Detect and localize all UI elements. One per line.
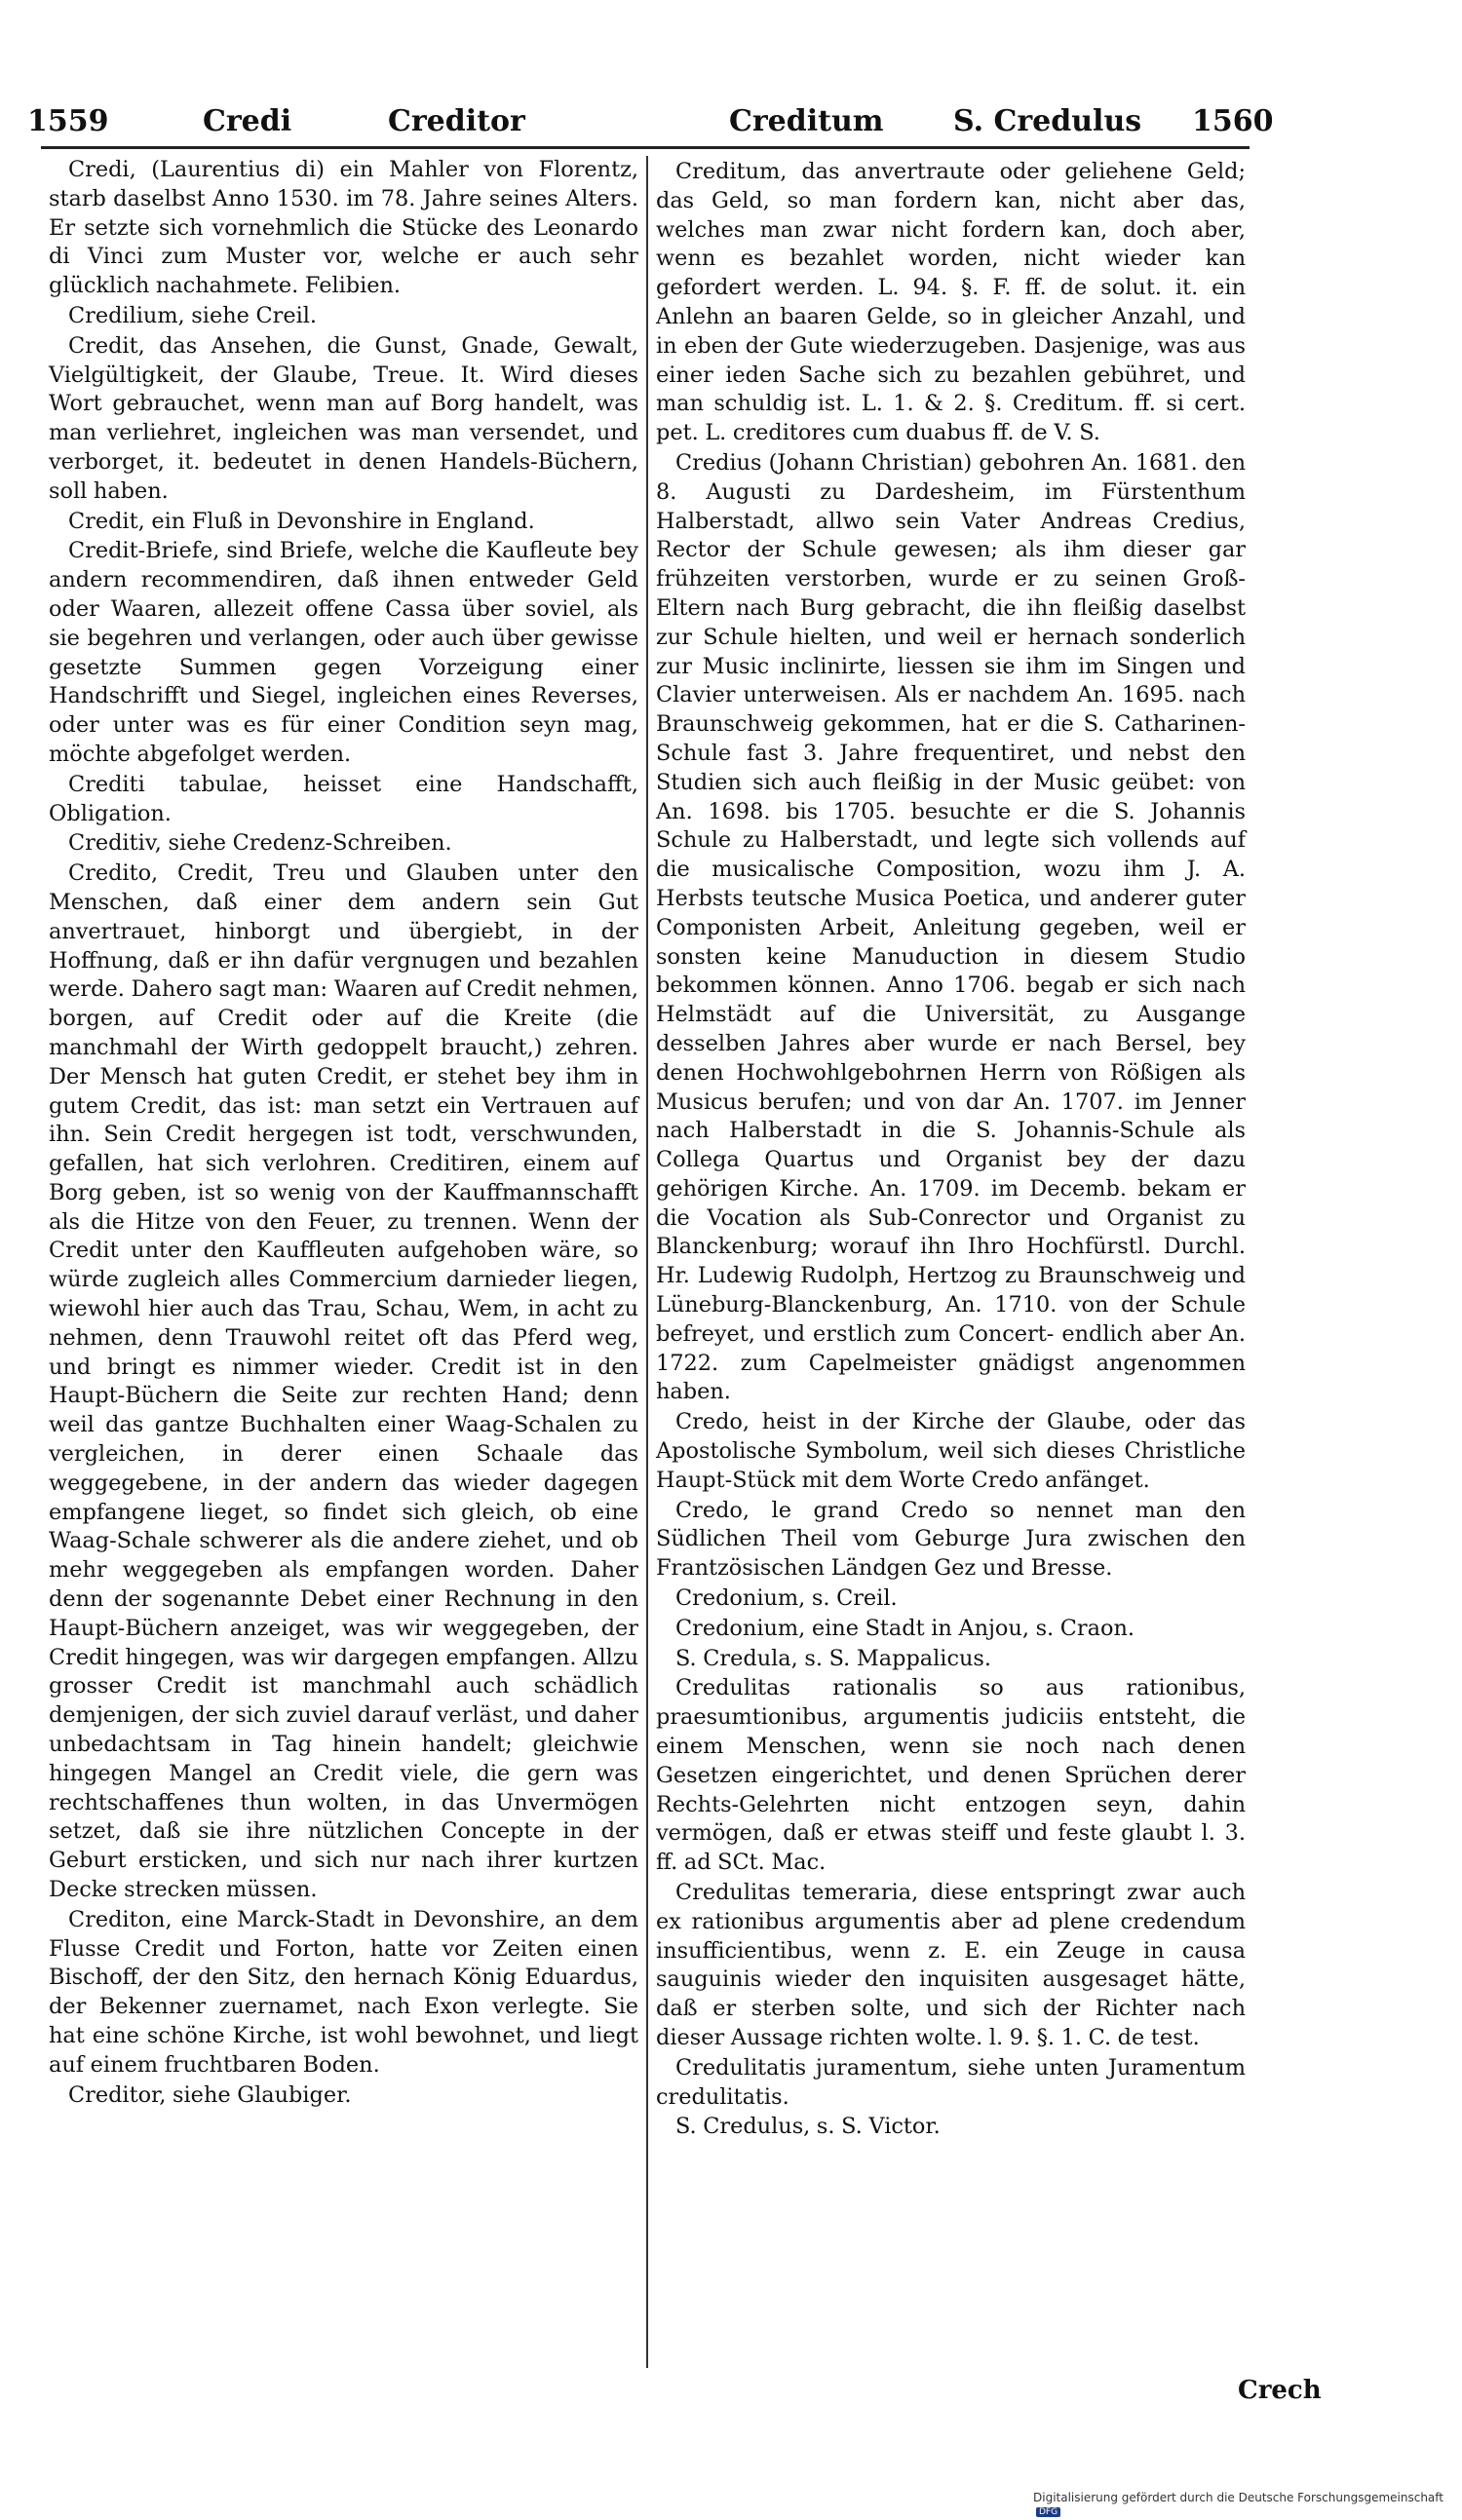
entry-credit-river: Credit, ein Fluß in Devonshire in England. [68,508,535,534]
entry-credulitas-rationalis: Credulitas rationalis so aus rationibus, praesumtionibus, argumentis judiciis entsteht, die einem Menschen, wenn sie noch nach denen Gesetzen eingerichtet, und denen Sprüchen derer Rechts-Gelehrten nicht entzogen seyn, dahin vermögen, daß er etwas steiff und feste glaubt l. 3. ff. ad SCt. Mac. [656,1675,1246,1876]
dfg-logo-icon: DFG [1036,2507,1060,2517]
running-head-right-1: Creditum [729,104,884,138]
entry-credo: Credo, heist in der Kirche der Glaube, oder das Apostolische Symbolum, weil sich dieses Christliche Haupt-Stück mit dem Worte Credo anfänget. [656,1409,1246,1493]
right-column [656,158,1246,2143]
entry-s-credulus: S. Credulus, s. S. Victor. [675,2114,941,2140]
entry-credi: Credi, (Laurentius di) ein Mahler von Florentz, starb daselbst Anno 1530. im 78. Jahre seines Alters. Er setzte sich vornehmlich die Stücke des Leonardo di Vinci zum Muster vor, welche er auch sehr glücklich nachahmete. Felibien. [49,157,638,299]
footer-text: Digitalisierung gefördert durch die Deutsche Forschungsgemeinschaft [1033,2491,1444,2504]
running-head-left-2: Creditor [388,104,525,138]
entry-creditor: Creditor, siehe Glaubiger. [68,2081,352,2108]
page-number-right: 1560 [1192,104,1274,138]
entry-credonium-1: Credonium, s. Creil. [675,1585,898,1612]
entry-credilium: Credilium, siehe Creil. [68,302,318,328]
entry-credo-grand: Credo, le grand Credo so nennet man den Südlichen Theil vom Geburge Jura zwischen den Frantzösischen Ländgen Gez und Bresse. [656,1497,1246,1582]
page-header [27,97,1274,146]
entry-credit-briefe: Credit-Briefe, sind Briefe, welche die Kaufleute bey andern recommendiren, daß ihnen entweder Geld oder Waaren, allezeit offene Cassa über soviel, als sie begehren und verlangen, oder auch über gewisse gesetzte Summen gegen Vorzeigung einer Handschrifft und Siegel, ingleichen eines Reverses, oder unter was es für einer Condition seyn mag, möchte abgefolget werden. [49,538,638,767]
header-rule [41,146,1250,149]
column-divider [646,156,648,2368]
entry-creditum: Creditum, das anvertraute oder geliehene Geld; das Geld, so man fordern kan, nicht aber das, welches man zwar nicht fordern kan, doch aber, wenn es bezahlet worden, nicht wieder kan gefordert werden. L. 94. §. F. ff. de solut. it. ein Anlehn an baaren Gelde, so in gleicher Anzahl, und in eben der Gute wiederzugeben. Dasjenige, was aus einer ieden Sache sich zu bezahlen gebühret, und man schuldig ist. L. 1. & 2. §. Creditum. ff. si cert. pet. L. creditores cum duabus ff. de V. S. [656,159,1246,446]
entry-crediti-tabulae: Crediti tabulae, heisset eine Handschafft, Obligation. [49,771,638,826]
digitization-credit [1033,2491,1462,2518]
running-head-right-2: S. Credulus [953,104,1142,138]
entry-credonium-2: Credonium, eine Stadt in Anjou, s. Craon. [675,1615,1135,1641]
page-number-left: 1559 [27,104,109,138]
entry-credulitas-temeraria: Credulitas temeraria, diese entspringt zwar auch ex rationibus argumentis aber ad plene credendum insufficientibus, wenn z. E. ein Zeuge in causa sauguinis wieder den inquisiten ausgesaget hätte, daß er sterben solte, und sich der Richter nach dieser Aussage richten wolte. l. 9. §. 1. C. de test. [656,1880,1246,2050]
catchword: Crech [1238,2376,1322,2405]
entry-credius: Credius (Johann Christian) gebohren An. 1681. den 8. Augusti zu Dardesheim, im Fürstenthum Halberstadt, allwo sein Vater Andreas Credius, Rector der Schule gewesen; als ihm dieser gar frühzeiten verstorben, wurde er zu seinen Groß-Eltern nach Burg gebracht, die ihn fleißig daselbst zur Schule hielten, und weil er hernach sonderlich zur Music inclinirte, liessen sie ihm im Singen und Clavier unterweisen. Als er nachdem An. 1695. nach Braunschweig gekommen, hat er die S. Catharinen-Schule fast 3. Jahre frequentiret, und nebst den Studien sich auch fleißig in der Music geübet: von An. 1698. bis 1705. besuchte er die S. Johannis Schule zu Halberstadt, und legte sich vollends auf die musicalische Composition, wozu ihm J. A. Herbsts teutsche Musica Poetica, und anderer guter Componisten Arbeit, Anleitung gegeben, weil er sonsten keine Manuduction in diesem Studio bekommen können. Anno 1706. begab er sich nach Helmstädt auf die Universität, zu Ausgange desselben Jahres aber wurde er nach Bersel, bey denen Hochwohlgebohrnen Herrn von Rößigen als Musicus berufen; und von dar An. 1707. im Jenner nach Halberstadt in die S. Johannis-Schule als Collega Quartus und Organist bey der dazu gehörigen Kirche. An. 1709. im Decemb. bekam er die Vocation als Sub-Conrector und Organist zu Blanckenburg; worauf ihn Ihro Hochfürstl. Durchl. Hr. Ludewig Rudolph, Hertzog zu Braunschweig und Lüneburg-Blanckenburg, An. 1710. von der Schule befreyet, und erstlich zum Concert- endlich aber An. 1722. zum Capelmeister gnädigst angenommen haben. [656,449,1246,1405]
left-column [49,156,638,2111]
entry-creditiv: Creditiv, siehe Credenz-Schreiben. [68,830,452,857]
entry-credit: Credit, das Ansehen, die Gunst, Gnade, Gewalt, Vielgültigkeit, der Glaube, Treue. It. Wird dieses Wort gebrauchet, wenn man auf Borg handelt, was man verliehret, ingleichen was man versendet, und verborget, it. bedeutet in denen Handels-Büchern, soll haben. [49,332,638,504]
entry-crediton: Crediton, eine Marck-Stadt in Devonshire, an dem Flusse Credit und Forton, hatte vor Zeiten einen Bischoff, der den Sitz, den hernach König Eduardus, der Bekenner zuernamet, nach Exon verlegte. Sie hat eine schöne Kirche, ist wohl bewohnet, und liegt auf einem fruchtbaren Boden. [49,1906,638,2078]
running-head-left-1: Credi [203,104,292,138]
entry-credulitatis-juramentum: Credulitatis juramentum, siehe unten Juramentum credulitatis. [656,2054,1246,2110]
entry-credito: Credito, Credit, Treu und Glauben unter den Menschen, daß einer dem andern sein Gut anvertrauet, hinborgt und übergiebt, in der Hoffnung, daß er ihn dafür vergnugen und bezahlen werde. Dahero sagt man: Waaren auf Credit nehmen, borgen, auf Credit oder auf die Kreite (die manchmahl der Wirth gedoppelt braucht,) zehren. Der Mensch hat guten Credit, er stehet bey ihm in gutem Credit, das ist: man setzt ein Vertrauen auf ihn. Sein Credit hergegen ist todt, verschwunden, gefallen, hat sich verlohren. Creditiren, einem auf Borg geben, ist so wenig von der Kauffmannschafft als die Hitze von den Feuer, zu trennen. Wenn der Credit unter den Kauffleuten aufgehoben wäre, so würde zugleich alles Commercium darnieder liegen, wiewohl hier auch das Trau, Schau, Wem, in acht zu nehmen, denn Trauwohl reitet oft das Pferd weg, und bringt es nimmer wieder. Credit ist in den Haupt-Büchern die Seite zur rechten Hand; denn weil das gantze Buchhalten einer Waag-Schalen zu vergleichen, in derer einen Schaale das weggegebene, in der andern das wieder dagegen empfangene lieget, so findet sich gleich, ob eine Waag-Schale schwerer als die andere ziehet, und ob mehr weggegeben als empfangen worden. Daher denn der sogenannte Debet einer Rechnung in den Haupt-Büchern anzeiget, was wir weggegeben, der Credit hingegen, was wir dargegen empfangen. Allzu grosser Credit ist manchmahl auch schädlich demjenigen, der sich zuviel darauf verläst, und daher unbedachtsam in Tag hinein handelt; gleichwie hingegen Mangel an Credit viele, die gern was rechtschaffenes thun wolten, in das Unvermögen setzet, daß sie ihre nützlichen Concepte in der Geburt ersticken, und sich nur nach ihrer kurtzen Decke strecken müssen. [49,860,638,1903]
entry-s-credula: S. Credula, s. S. Mappalicus. [675,1645,992,1671]
